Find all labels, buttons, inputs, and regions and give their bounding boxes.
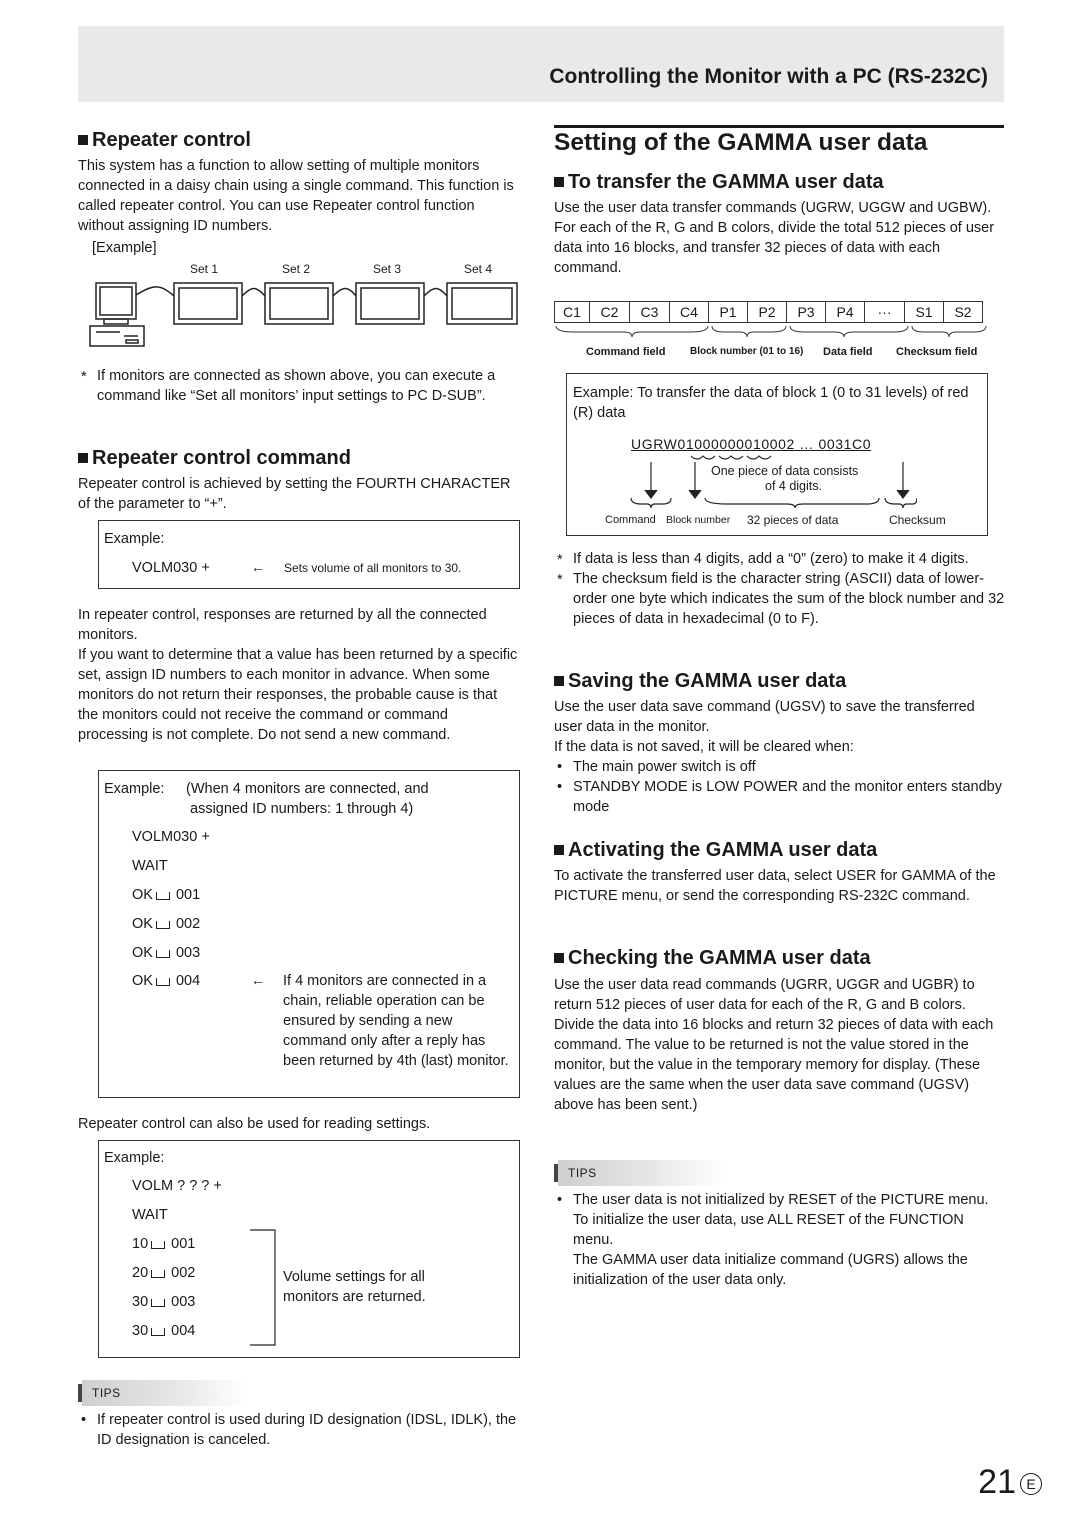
para-reading: Repeater control can also be used for reading settings. (78, 1116, 431, 1132)
left-arrow-icon: ← (251, 973, 266, 989)
format-cell: ··· (865, 301, 905, 323)
para-id-numbers: If you want to determine that a value has been returned by a specific set, assign ID numbers to each monitor in advance. When some monitors do not return their responses, the probable cause is that the monitors could not receive the command or command processing is not complete. Do not send a new command. (78, 647, 518, 743)
field-label: Data field (823, 346, 873, 358)
volume-note: Volume settings for all monitors are returned. (283, 1269, 426, 1305)
example-box-1 (98, 520, 520, 589)
square-bullet-icon (554, 177, 564, 187)
example-text: Example: To transfer the data of block 1 (0 to 31 levels) of red (R) data (573, 385, 969, 421)
checking-heading: Checking the GAMMA user data (554, 946, 1006, 970)
square-bullet-icon (78, 453, 88, 463)
repeater-intro: This system has a function to allow setting of multiple monitors connected in a daisy chain using a single command. This function is called repeater control. You can use Repeater control function without assigning ID numbers. (78, 158, 514, 234)
monitor-icon (447, 283, 517, 324)
wait-text: WAIT (132, 1207, 168, 1223)
tips-item: • The user data is not initialized by RESET of the PICTURE menu. To initialize the user data, use ALL RESET of the FUNCTION menu. The GAMMA user data initialize command (UGRS) allows the initialization of the user data only. (554, 1190, 1006, 1290)
command-text: VOLM030 + (132, 829, 210, 845)
chain-note: If 4 monitors are connected in a chain, reliable operation can be ensured by sending a new command only after a reply has been returned by 4th (last) monitor. (283, 973, 509, 1069)
space-symbol-icon (156, 921, 170, 929)
command-text: VOLM030 + (132, 560, 210, 576)
piece-note: of 4 digits. (765, 479, 822, 493)
tips-bar (554, 1160, 724, 1186)
format-cell: S2 (944, 301, 983, 323)
section-title: Controlling the Monitor with a PC (RS-232C) (549, 65, 988, 88)
format-cell: P3 (787, 301, 826, 323)
daisy-chain-diagram (84, 280, 524, 352)
example-label: Example: (104, 531, 165, 547)
tips-list (554, 1190, 1006, 1290)
checking-text: Use the user data read commands (UGRR, UGGR and UGBR) to return 512 pieces of user data for each of the R, G and B colors. Divide the data into 16 blocks and return 32 pieces of data with each command. The value to be returned is not the value stored in the monitor, but the value in the temporary memory for display. (These values are the same when the user data save command (UGSV) above has been sent.) (554, 977, 994, 1113)
left-arrow-icon: ← (251, 560, 266, 576)
cable (136, 287, 174, 296)
example-condition: (When 4 monitors are connected, and (186, 781, 429, 797)
space-symbol-icon (151, 1299, 165, 1307)
pc-icon (90, 283, 144, 346)
cable (333, 289, 356, 297)
field-braces (554, 324, 994, 340)
transfer-heading: To transfer the GAMMA user data (554, 170, 1006, 194)
square-bullet-icon (554, 953, 564, 963)
command-format-table (554, 301, 983, 323)
field-label: Command field (586, 346, 666, 358)
activating-heading: Activating the GAMMA user data (554, 838, 1006, 862)
response-row: OK 001 (132, 887, 201, 903)
repeater-command-text: Repeater control is achieved by setting the FOURTH CHARACTER of the parameter to “+”. (78, 476, 511, 512)
saving-text: Use the user data save command (UGSV) to save the transferred user data in the monitor. (554, 699, 975, 735)
format-cell: C4 (670, 301, 709, 323)
square-bullet-icon (554, 845, 564, 855)
transfer-text: Use the user data transfer commands (UGRW, UGGW and UGBW). For each of the R, G and B colors, divide the total 512 pieces of user data into 16 blocks, and transfer 32 pieces of data with each command. (554, 200, 995, 276)
language-e-icon: E (1020, 1473, 1042, 1495)
example-label: [Example] (92, 240, 157, 256)
space-symbol-icon (156, 892, 170, 900)
annotation-label: 32 pieces of data (747, 513, 839, 527)
response-row: OK 004 (132, 973, 201, 989)
format-cell: C1 (554, 301, 590, 323)
bracket-icon (249, 1229, 279, 1347)
set-label-2: Set 2 (282, 262, 311, 276)
para-responses: In repeater control, responses are returned by all the connected monitors. (78, 607, 487, 643)
monitor-icon (356, 283, 424, 324)
tips-list (78, 1410, 520, 1450)
saving-heading: Saving the GAMMA user data (554, 669, 1006, 693)
format-cell: P1 (709, 301, 748, 323)
response-row: 20 002 (132, 1265, 196, 1281)
annotation-label: Checksum (889, 513, 946, 527)
transfer-example-box (566, 373, 988, 536)
page-title: Setting of the GAMMA user data (554, 129, 928, 156)
tips-bar (78, 1380, 248, 1406)
space-symbol-icon (156, 978, 170, 986)
space-symbol-icon (151, 1328, 165, 1336)
field-label: Block number (01 to 16) (690, 346, 804, 357)
annotation-label: Block number (666, 514, 731, 526)
response-row: 30 003 (132, 1294, 196, 1310)
saving-item: • The main power switch is off (554, 757, 1006, 777)
example-condition: assigned ID numbers: 1 through 4) (190, 801, 414, 817)
monitor-icon (174, 283, 242, 324)
transfer-note: * The checksum field is the character string (ASCII) data of lower-order one byte which indicates the sum of the block number and 32 pieces of data in hexadecimal (0 to F). (554, 569, 1006, 629)
format-cell: P2 (748, 301, 787, 323)
piece-note: One piece of data consists (711, 464, 859, 478)
tips-label: TIPS (82, 1380, 248, 1406)
repeater-control-heading: Repeater control (78, 128, 520, 152)
set-label-3: Set 3 (373, 262, 402, 276)
space-symbol-icon (151, 1241, 165, 1249)
activating-text: To activate the transferred user data, select USER for GAMMA of the PICTURE menu, or send the corresponding RS-232C command. (554, 868, 996, 904)
square-bullet-icon (78, 135, 88, 145)
space-symbol-icon (151, 1270, 165, 1278)
field-label: Checksum field (896, 346, 978, 358)
set-label-4: Set 4 (464, 262, 493, 276)
example-code: UGRW01000000010002 … 0031C0 (631, 436, 872, 452)
monitor-icon (265, 283, 333, 324)
example-label: Example: (104, 781, 165, 797)
page-number: 21 E (978, 1462, 1042, 1502)
tips-label: TIPS (558, 1160, 724, 1186)
response-row: OK 002 (132, 916, 201, 932)
saving-list (554, 757, 1006, 817)
example-label: Example: (104, 1150, 165, 1166)
space-symbol-icon (156, 950, 170, 958)
tips-item: • If repeater control is used during ID designation (IDSL, IDLK), the ID designation is canceled. (78, 1410, 520, 1450)
format-cell: P4 (826, 301, 865, 323)
wait-text: WAIT (132, 858, 168, 874)
cable (424, 289, 447, 297)
command-description: Sets volume of all monitors to 30. (284, 561, 462, 575)
response-row: 30 004 (132, 1323, 196, 1339)
example-box-3 (98, 1140, 520, 1358)
annotation-label: Command (605, 514, 656, 526)
saving-text: If the data is not saved, it will be cleared when: (554, 739, 854, 755)
response-row: OK 003 (132, 945, 201, 961)
repeater-note: * If monitors are connected as shown above, you can execute a command like “Set all monitors’ input settings to PC D-SUB”. (78, 366, 520, 406)
response-row: 10 001 (132, 1236, 196, 1252)
repeater-command-heading: Repeater control command (78, 446, 520, 470)
command-text: VOLM ? ? ? + (132, 1178, 222, 1194)
example-box-2 (98, 770, 520, 1098)
format-cell: C2 (590, 301, 630, 323)
format-cell: S1 (905, 301, 944, 323)
saving-item: • STANDBY MODE is LOW POWER and the monitor enters standby mode (554, 777, 1006, 817)
transfer-note: * If data is less than 4 digits, add a “0” (zero) to make it 4 digits. (554, 549, 1006, 569)
square-bullet-icon (554, 676, 564, 686)
cable (242, 289, 265, 297)
transfer-notes (554, 549, 1006, 629)
set-label-1: Set 1 (190, 262, 219, 276)
format-cell: C3 (630, 301, 670, 323)
